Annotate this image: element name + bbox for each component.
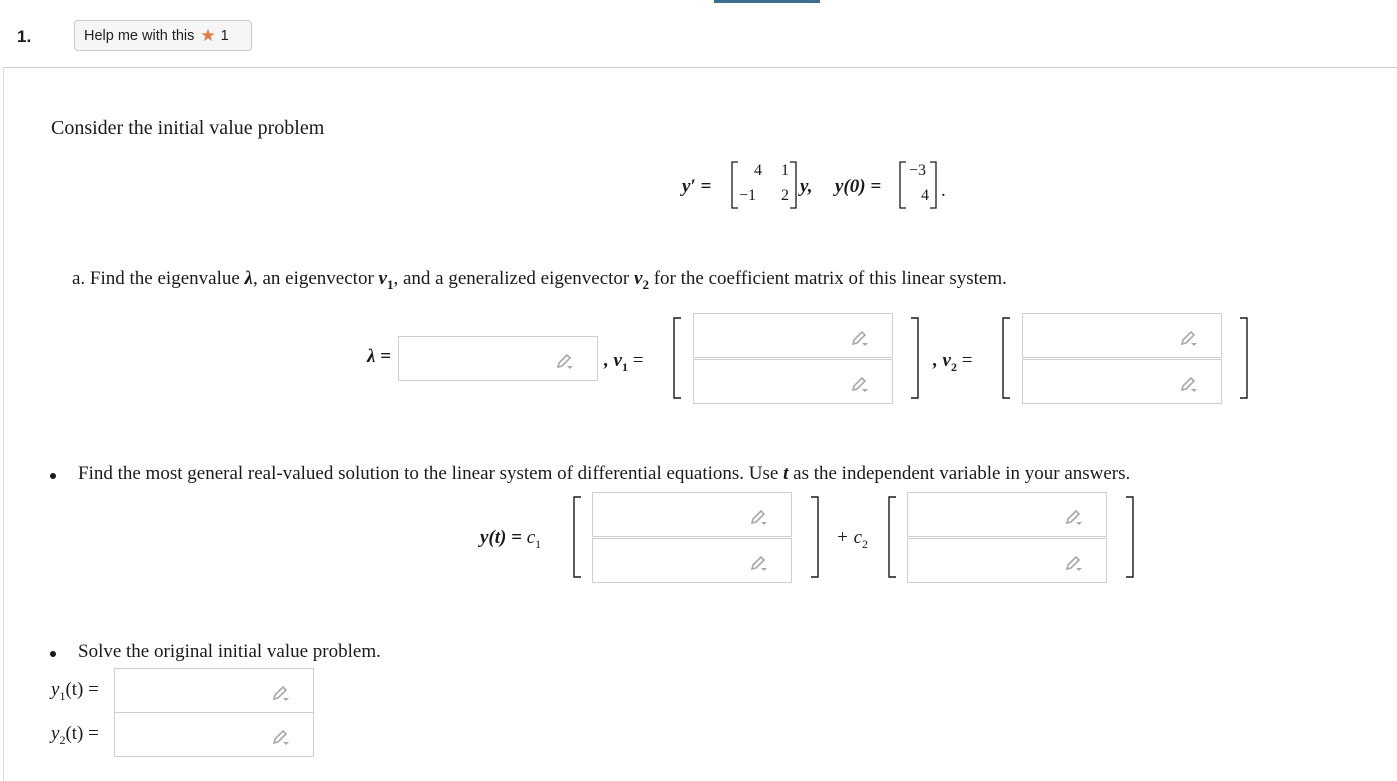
header-divider [3, 67, 1397, 68]
pencil-icon[interactable] [271, 726, 291, 746]
intro-text: Consider the initial value problem [51, 117, 325, 139]
solution-vec2-entry-2[interactable] [907, 538, 1107, 583]
y2-symbol: y [51, 723, 60, 744]
part-a-mid2: , and a generalized eigenvector [393, 268, 635, 289]
part-c-text: Solve the original initial value problem. [78, 641, 381, 662]
v2-label-eq: = [956, 350, 973, 371]
y0-r1: −3 [909, 162, 927, 179]
v1-symbol: v [378, 268, 387, 289]
pencil-icon[interactable] [850, 373, 870, 393]
lambda-input[interactable] [398, 336, 598, 381]
solution-vec2-entry-1[interactable] [907, 492, 1107, 537]
v1-label-text: , v [604, 350, 622, 371]
left-border [3, 67, 4, 781]
matrix-r2c2: 2 [781, 187, 789, 204]
v2-subscript: 2 [642, 276, 649, 292]
question-number: 1. [17, 27, 32, 46]
pencil-icon[interactable] [850, 327, 870, 347]
top-accent-rule [714, 0, 820, 3]
v2-entry-1[interactable] [1022, 313, 1222, 358]
ivp-y: y, [800, 176, 813, 197]
v1-entry-2[interactable] [693, 359, 893, 404]
y1-rest: (t) = [65, 679, 99, 700]
bullet-b [50, 473, 56, 479]
lambda-label: λ = [367, 346, 392, 367]
help-star-count: 1 [220, 27, 229, 44]
y0-text: y(0) = [835, 176, 882, 197]
v1-label-eq: = [627, 350, 644, 371]
part-b-text [78, 463, 1130, 485]
y-of-t-label: y(t) = [480, 527, 527, 548]
v1-entry-1[interactable] [693, 313, 893, 358]
v1-label-sub: 1 [621, 359, 628, 374]
pencil-icon[interactable] [1179, 373, 1199, 393]
y2-input[interactable] [114, 712, 314, 757]
general-solution-label [480, 527, 541, 552]
ivp-y0-label [835, 176, 881, 198]
v2-label-text: , v [933, 350, 951, 371]
v2-label-sub: 2 [950, 359, 957, 374]
bullet-c [50, 651, 56, 657]
pencil-icon[interactable] [749, 506, 769, 526]
part-a-text [72, 268, 1007, 293]
solution-vec1-entry-1[interactable] [592, 492, 792, 537]
y1-input[interactable] [114, 668, 314, 713]
y2-subscript: 2 [59, 732, 66, 747]
pencil-icon[interactable] [555, 350, 575, 370]
c1-subscript: 1 [535, 536, 542, 551]
part-b-suffix: as the independent variable in your answers. [788, 463, 1131, 484]
help-me-button[interactable] [74, 20, 252, 51]
matrix-r1c2: 1 [781, 162, 789, 179]
help-button-label: Help me with this [84, 27, 195, 44]
pencil-icon[interactable] [749, 552, 769, 572]
y2-label [51, 723, 99, 748]
plus-c2-text: + c [836, 527, 863, 548]
y1-subscript: 1 [59, 688, 66, 703]
y0-r2: 4 [921, 187, 929, 204]
matrix-r2c1: −1 [739, 187, 757, 204]
c2-subscript: 2 [862, 536, 869, 551]
y2-rest: (t) = [65, 723, 99, 744]
part-a-mid1: , an eigenvector [252, 268, 379, 289]
v1-subscript: 1 [386, 276, 394, 292]
pencil-icon[interactable] [1064, 552, 1084, 572]
solution-vec1-entry-2[interactable] [592, 538, 792, 583]
part-b-prefix: Find the most general real-valued solution to the linear system of differential equations. Use [78, 463, 784, 484]
star-icon: ★ [200, 25, 216, 45]
v1-label [604, 350, 643, 375]
v2-entry-2[interactable] [1022, 359, 1222, 404]
pencil-icon[interactable] [271, 682, 291, 702]
part-a-prefix: a. Find the eigenvalue [72, 268, 245, 289]
pencil-icon[interactable] [1179, 327, 1199, 347]
v2-symbol: v [634, 268, 643, 289]
c1-symbol: c [526, 527, 536, 548]
v2-label [933, 350, 972, 375]
y1-label [51, 679, 99, 704]
lambda-symbol: λ [244, 268, 253, 289]
plus-c2-label [836, 527, 868, 552]
pencil-icon[interactable] [1064, 506, 1084, 526]
matrix-r1c1: 4 [754, 162, 762, 179]
ivp-lhs: y′ = [682, 176, 712, 197]
part-a-suffix: for the coefficient matrix of this linear system. [648, 268, 1007, 289]
ivp-period: . [941, 180, 946, 201]
t-symbol: t [783, 463, 789, 484]
y1-symbol: y [51, 679, 60, 700]
